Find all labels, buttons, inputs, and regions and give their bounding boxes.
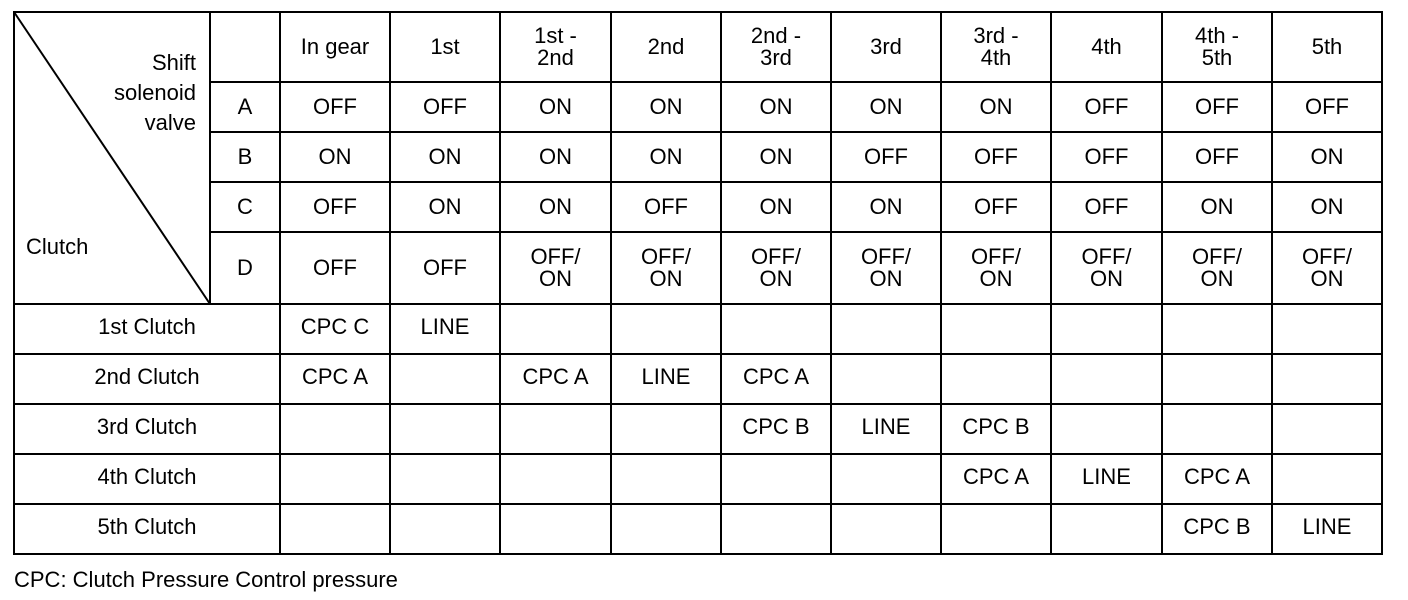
clutch-pressure-cell: CPC A — [742, 364, 810, 389]
header-cell: 4th — [1091, 34, 1122, 59]
clutch-pressure-cell — [280, 454, 390, 500]
clutch-pressure-cell — [721, 454, 831, 500]
clutch-pressure-cell — [390, 454, 500, 500]
clutch-pressure-cell — [1272, 454, 1382, 500]
solenoid-state-cell: OFF/ ON — [1081, 244, 1132, 291]
solenoid-state-cell: ON — [869, 94, 903, 119]
solenoid-state-cell: ON — [649, 144, 683, 169]
solenoid-state-cell: OFF — [423, 255, 467, 280]
header-cell: 2nd - 3rd — [750, 23, 802, 70]
header-cell: 1st - 2nd — [534, 23, 577, 70]
solenoid-state-cell: OFF/ ON — [970, 244, 1022, 291]
corner-solenoid-label: Shift solenoid valve — [114, 50, 196, 135]
clutch-pressure-cell — [500, 454, 611, 500]
clutch-pressure-cell — [721, 304, 831, 350]
solenoid-state-cell: OFF/ ON — [640, 244, 692, 291]
clutch-pressure-cell — [611, 404, 721, 450]
clutch-pressure-cell — [831, 354, 941, 400]
clutch-pressure-cell — [280, 404, 390, 450]
clutch-pressure-cell: CPC A — [522, 364, 589, 389]
solenoid-state-cell: ON — [1310, 194, 1344, 219]
solenoid-state-cell: OFF — [864, 144, 908, 169]
solenoid-label: C — [237, 194, 253, 219]
clutch-label: 3rd Clutch — [96, 414, 198, 439]
solenoid-state-cell: OFF/ ON — [1191, 244, 1243, 291]
header-cell: 5th — [1311, 34, 1343, 59]
clutch-pressure-cell — [1051, 354, 1162, 400]
solenoid-label: D — [237, 255, 253, 280]
solenoid-state-cell: ON — [428, 144, 462, 169]
clutch-label: 5th Clutch — [97, 514, 197, 539]
solenoid-state-cell: OFF/ ON — [1301, 244, 1353, 291]
clutch-pressure-cell — [1051, 404, 1162, 450]
clutch-label: 2nd Clutch — [94, 364, 200, 389]
clutch-pressure-cell: CPC A — [962, 464, 1030, 489]
clutch-pressure-cell — [390, 354, 500, 400]
solenoid-state-cell: ON — [318, 144, 352, 169]
solenoid-state-cell: OFF — [974, 194, 1018, 219]
solenoid-state-cell: ON — [759, 194, 793, 219]
clutch-pressure-cell: CPC B — [1183, 514, 1251, 539]
clutch-pressure-cell: LINE — [420, 314, 470, 339]
clutch-pressure-cell — [941, 304, 1051, 350]
solenoid-state-cell: OFF — [313, 94, 357, 119]
clutch-pressure-cell: CPC B — [962, 414, 1030, 439]
clutch-pressure-cell — [1162, 354, 1272, 400]
solenoid-label: A — [237, 94, 253, 119]
clutch-pressure-cell — [611, 504, 721, 550]
solenoid-state-cell: OFF — [1195, 144, 1239, 169]
solenoid-state-cell: OFF — [1195, 94, 1239, 119]
solenoid-state-cell: OFF — [644, 194, 688, 219]
clutch-pressure-cell — [1162, 304, 1272, 350]
clutch-pressure-cell — [941, 354, 1051, 400]
clutch-pressure-cell — [1272, 404, 1382, 450]
footnote: CPC: Clutch Pressure Control pressure — [14, 567, 398, 592]
solenoid-state-cell: OFF/ ON — [530, 244, 581, 291]
solenoid-state-cell: OFF — [1305, 94, 1349, 119]
solenoid-state-cell: ON — [759, 94, 793, 119]
solenoid-state-cell: OFF/ ON — [860, 244, 912, 291]
clutch-pressure-cell — [1162, 404, 1272, 450]
clutch-pressure-cell — [390, 504, 500, 550]
header-cell: 1st — [430, 34, 460, 59]
solenoid-state-cell: OFF — [313, 194, 357, 219]
clutch-pressure-cell: LINE — [1082, 464, 1131, 489]
clutch-pressure-cell — [941, 504, 1051, 550]
clutch-pressure-cell: CPC B — [742, 414, 810, 439]
clutch-label: 4th Clutch — [97, 464, 197, 489]
solenoid-state-cell: ON — [539, 194, 572, 219]
clutch-pressure-cell — [611, 304, 721, 350]
clutch-pressure-cell — [1051, 504, 1162, 550]
solenoid-state-cell: ON — [539, 144, 572, 169]
clutch-pressure-cell — [831, 304, 941, 350]
clutch-pressure-cell — [1051, 304, 1162, 350]
clutch-pressure-cell — [831, 454, 941, 500]
solenoid-state-cell: ON — [759, 144, 793, 169]
clutch-pressure-cell: CPC C — [300, 314, 370, 339]
clutch-pressure-cell — [831, 504, 941, 550]
solenoid-state-cell: OFF — [1084, 94, 1129, 119]
clutch-pressure-cell — [1272, 304, 1382, 350]
solenoid-state-cell: ON — [428, 194, 462, 219]
clutch-pressure-cell: LINE — [861, 414, 911, 439]
clutch-pressure-cell: LINE — [641, 364, 691, 389]
solenoid-state-cell: ON — [1310, 144, 1344, 169]
solenoid-state-cell: OFF/ ON — [750, 244, 802, 291]
clutch-pressure-cell — [280, 504, 390, 550]
header-cell: 3rd - 4th — [973, 23, 1019, 70]
clutch-pressure-cell: LINE — [1302, 514, 1352, 539]
solenoid-state-cell: OFF — [423, 94, 467, 119]
solenoid-label: B — [237, 144, 253, 169]
solenoid-state-cell: ON — [979, 94, 1013, 119]
solenoid-state-cell: OFF — [974, 144, 1018, 169]
solenoid-state-cell: OFF — [313, 255, 357, 280]
solenoid-state-cell: ON — [539, 94, 572, 119]
clutch-pressure-cell — [390, 404, 500, 450]
clutch-pressure-cell: CPC A — [301, 364, 369, 389]
solenoid-state-cell: OFF — [1084, 144, 1129, 169]
clutch-pressure-cell — [611, 454, 721, 500]
clutch-label: 1st Clutch — [98, 314, 196, 339]
header-cell: 2nd — [647, 34, 685, 59]
header-cell: In gear — [300, 34, 370, 59]
solenoid-state-cell: ON — [869, 194, 903, 219]
clutch-pressure-cell — [500, 404, 611, 450]
solenoid-state-cell: ON — [649, 94, 683, 119]
clutch-pressure-cell — [1272, 354, 1382, 400]
header-cell: 3rd — [870, 34, 902, 59]
solenoid-state-cell: ON — [1200, 194, 1234, 219]
clutch-pressure-cell — [500, 504, 611, 550]
clutch-pressure-cell: CPC A — [1183, 464, 1251, 489]
clutch-pressure-cell — [500, 304, 611, 350]
corner-clutch-label: Clutch — [26, 234, 89, 259]
solenoid-state-cell: OFF — [1084, 194, 1129, 219]
header-cell: 4th - 5th — [1194, 23, 1240, 70]
clutch-pressure-cell — [721, 504, 831, 550]
